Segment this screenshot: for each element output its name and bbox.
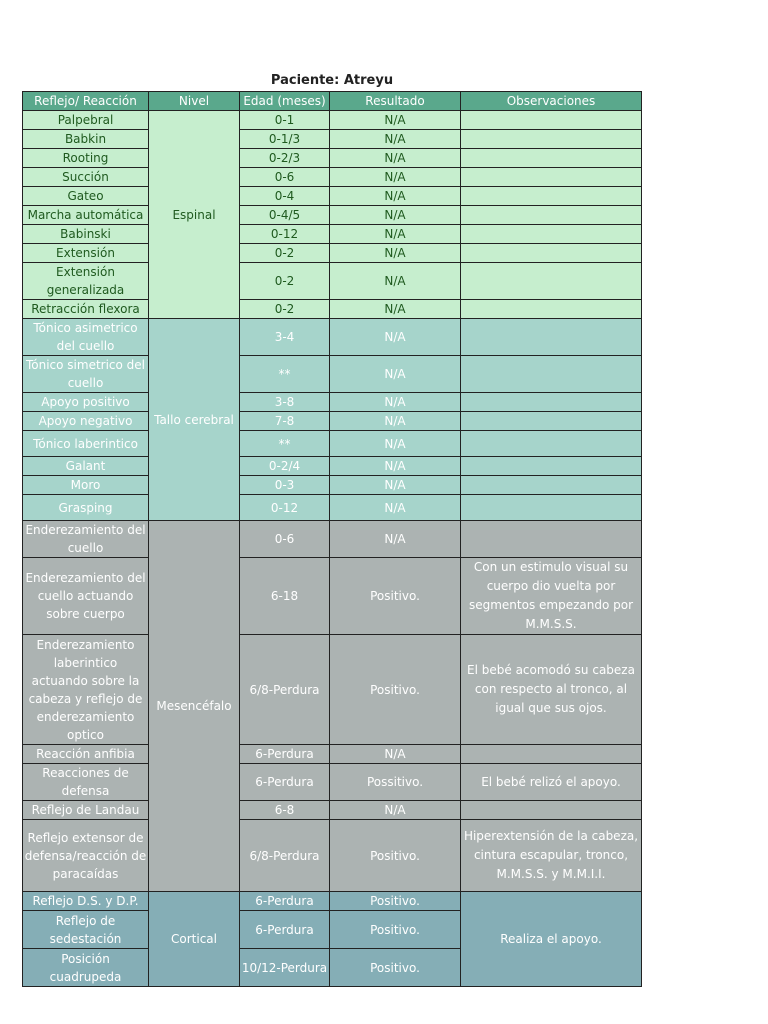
observaciones-cell [461,521,642,558]
reflejo-cell: Reflejo de sedestación [23,911,149,949]
resultado-cell: Positivo. [330,635,461,745]
header-reflejo: Reflejo/ Reacción [23,92,149,111]
table-row [23,476,642,495]
observaciones-cell [461,244,642,263]
reflejo-cell: Reflejo D.S. y D.P. [23,892,149,911]
resultado-cell: N/A [330,495,461,521]
resultado-cell: N/A [330,356,461,393]
table-row [23,892,642,911]
observaciones-cell: Con un estimulo visual su cuerpo dio vuelta por segmentos empezando por M.M.S.S. [461,558,642,635]
resultado-cell: N/A [330,431,461,457]
edad-cell: 0-6 [240,168,330,187]
table-row [23,412,642,431]
table-row [23,263,642,300]
reflejo-cell: Extensión [23,244,149,263]
reflejo-cell: Succión [23,168,149,187]
header-nivel: Nivel [149,92,240,111]
resultado-cell: N/A [330,225,461,244]
observaciones-cell-cortical: Realiza el apoyo. [461,892,642,987]
resultado-cell: N/A [330,149,461,168]
reflejo-cell: Moro [23,476,149,495]
edad-cell: 0-6 [240,521,330,558]
table-row [23,319,642,356]
resultado-cell: N/A [330,168,461,187]
resultado-cell: Positivo. [330,558,461,635]
edad-cell: 0-1/3 [240,130,330,149]
edad-cell: 0-1 [240,111,330,130]
edad-cell: ** [240,431,330,457]
edad-cell: 6-18 [240,558,330,635]
reflejo-cell: Babinski [23,225,149,244]
table-row [23,300,642,319]
resultado-cell: N/A [330,393,461,412]
edad-cell: 0-2 [240,263,330,300]
table-row [23,393,642,412]
resultado-cell: N/A [330,412,461,431]
edad-cell: 6-8 [240,801,330,820]
observaciones-cell [461,801,642,820]
table-row [23,495,642,521]
edad-cell: 3-4 [240,319,330,356]
table-row [23,558,642,635]
resultado-cell: N/A [330,244,461,263]
header-resultado: Resultado [330,92,461,111]
edad-cell: 0-12 [240,225,330,244]
edad-cell: 0-3 [240,476,330,495]
nivel-cell-cortical: Cortical [149,892,240,987]
resultado-cell: Possitivo. [330,764,461,801]
nivel-cell-espinal: Espinal [149,111,240,319]
reflejo-cell: Tónico simetrico del cuello [23,356,149,393]
header-row [23,92,642,111]
table-row [23,635,642,745]
resultado-cell: Positivo. [330,892,461,911]
table-row [23,130,642,149]
resultado-cell: N/A [330,745,461,764]
edad-cell: 6-Perdura [240,911,330,949]
table-row [23,206,642,225]
reflejo-cell: Gateo [23,187,149,206]
observaciones-cell [461,356,642,393]
reflejo-cell: Enderezamiento laberintico actuando sobre la cabeza y reflejo de enderezamiento optico [23,635,149,745]
observaciones-cell [461,300,642,319]
edad-cell: 0-4 [240,187,330,206]
table-row [23,457,642,476]
observaciones-cell [461,495,642,521]
edad-cell: 0-2/4 [240,457,330,476]
resultado-cell: N/A [330,206,461,225]
edad-cell: 6/8-Perdura [240,635,330,745]
table-row [23,149,642,168]
edad-cell: 0-12 [240,495,330,521]
resultado-cell: N/A [330,319,461,356]
observaciones-cell [461,412,642,431]
edad-cell: 0-2/3 [240,149,330,168]
edad-cell: 6-Perdura [240,745,330,764]
reflejo-cell: Marcha automática [23,206,149,225]
edad-cell: ** [240,356,330,393]
nivel-cell-mesencefalo: Mesencéfalo [149,521,240,892]
observaciones-cell [461,130,642,149]
table-row [23,820,642,892]
observaciones-cell [461,111,642,130]
observaciones-cell [461,225,642,244]
reflejo-cell: Retracción flexora [23,300,149,319]
resultado-cell: N/A [330,300,461,319]
reflejo-cell: Grasping [23,495,149,521]
reflejo-cell: Reflejo extensor de defensa/reacción de paracaídas [23,820,149,892]
reflejo-cell: Babkin [23,130,149,149]
resultado-cell: Positivo. [330,911,461,949]
table-row [23,225,642,244]
reflejo-cell: Tónico asimetrico del cuello [23,319,149,356]
header-edad: Edad (meses) [240,92,330,111]
observaciones-cell [461,431,642,457]
reflex-table [22,91,642,987]
observaciones-cell [461,187,642,206]
edad-cell: 7-8 [240,412,330,431]
patient-title: Paciente: Atreyu [270,73,394,88]
edad-cell: 0-2 [240,244,330,263]
observaciones-cell [461,745,642,764]
edad-cell: 0-2 [240,300,330,319]
resultado-cell: N/A [330,187,461,206]
observaciones-cell [461,393,642,412]
edad-cell: 6/8-Perdura [240,820,330,892]
observaciones-cell [461,168,642,187]
observaciones-cell: El bebé relizó el apoyo. [461,764,642,801]
observaciones-cell [461,319,642,356]
table-row [23,801,642,820]
reflejo-cell: Reacciones de defensa [23,764,149,801]
reflejo-cell: Extensión generalizada [23,263,149,300]
reflejo-cell: Posición cuadrupeda [23,949,149,987]
table-row [23,244,642,263]
reflejo-cell: Enderezamiento del cuello [23,521,149,558]
reflejo-cell: Tónico laberintico [23,431,149,457]
reflejo-cell: Apoyo positivo [23,393,149,412]
reflejo-cell: Reacción anfibia [23,745,149,764]
observaciones-cell [461,206,642,225]
table-row [23,168,642,187]
resultado-cell: Positivo. [330,820,461,892]
resultado-cell: N/A [330,521,461,558]
resultado-cell: N/A [330,130,461,149]
edad-cell: 3-8 [240,393,330,412]
table-row [23,111,642,130]
edad-cell: 0-4/5 [240,206,330,225]
reflejo-cell: Rooting [23,149,149,168]
table-viewport [22,91,642,984]
table-row [23,745,642,764]
table-row [23,764,642,801]
edad-cell: 10/12-Perdura [240,949,330,987]
resultado-cell: Positivo. [330,949,461,987]
table-row [23,521,642,558]
edad-cell: 6-Perdura [240,892,330,911]
observaciones-cell [461,149,642,168]
resultado-cell: N/A [330,457,461,476]
resultado-cell: N/A [330,476,461,495]
reflejo-cell: Apoyo negativo [23,412,149,431]
header-observaciones: Observaciones [461,92,642,111]
observaciones-cell: Hiperextensión de la cabeza, cintura escapular, tronco, M.M.S.S. y M.M.I.I. [461,820,642,892]
observaciones-cell [461,457,642,476]
observaciones-cell: El bebé acomodó su cabeza con respecto al tronco, al igual que sus ojos. [461,635,642,745]
reflejo-cell: Palpebral [23,111,149,130]
observaciones-cell [461,476,642,495]
resultado-cell: N/A [330,801,461,820]
table-row [23,187,642,206]
reflejo-cell: Enderezamiento del cuello actuando sobre cuerpo [23,558,149,635]
reflejo-cell: Galant [23,457,149,476]
edad-cell: 6-Perdura [240,764,330,801]
table-row [23,356,642,393]
table-row [23,431,642,457]
resultado-cell: N/A [330,111,461,130]
reflejo-cell: Reflejo de Landau [23,801,149,820]
nivel-cell-tallo-cerebral: Tallo cerebral [149,319,240,521]
observaciones-cell [461,263,642,300]
resultado-cell: N/A [330,263,461,300]
